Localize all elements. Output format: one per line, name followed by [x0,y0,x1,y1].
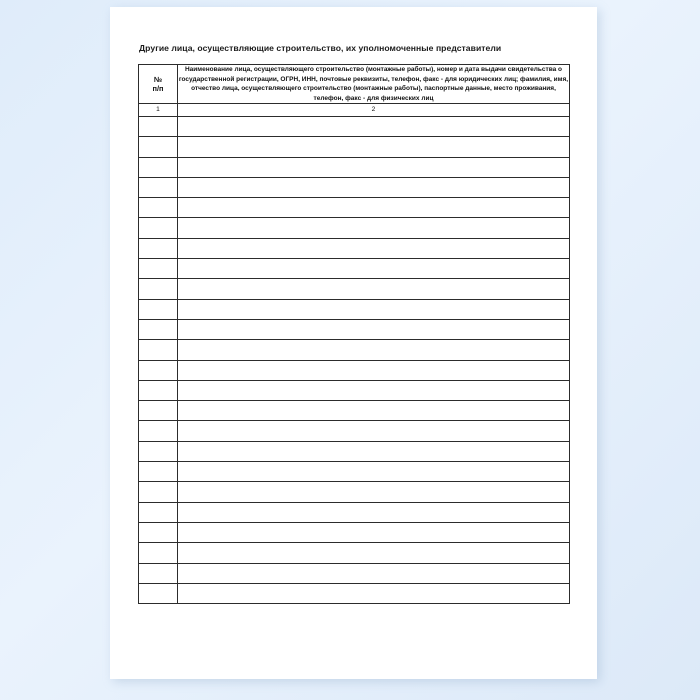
row-description-cell[interactable] [178,117,570,137]
header-cell-number [139,65,178,104]
row-description-cell[interactable] [178,238,570,258]
row-number-cell[interactable] [139,563,178,583]
header-cell-description: Наименование лица, осуществляющего строительство (монтажные работы), номер и дата выдачи свидетельства о государственной регистрации, ОГРН, ИНН, почтовые реквизиты, телефон, факс - для юридических лиц; фамилия, имя, отчество лица, осуществляющего строительство (монтажные работы), паспортные данные, место проживания, телефон, факс - для физических лиц [178,66,569,102]
row-description-cell[interactable] [178,279,570,299]
row-description-cell[interactable] [178,401,570,421]
row-number-cell[interactable] [139,238,178,258]
table-row[interactable] [139,482,570,502]
row-description-cell[interactable] [178,137,570,157]
row-number-cell[interactable] [139,279,178,299]
row-number-cell[interactable] [139,462,178,482]
table-row[interactable] [139,137,570,157]
table-row[interactable] [139,238,570,258]
row-description-cell[interactable] [178,259,570,279]
column-number-1: 1 [139,104,178,117]
row-description-cell[interactable] [178,502,570,522]
row-description-cell[interactable] [178,462,570,482]
table-row[interactable] [139,583,570,603]
column-number-2: 2 [178,104,570,117]
row-number-cell[interactable] [139,198,178,218]
row-number-cell[interactable] [139,319,178,339]
row-description-cell[interactable] [178,522,570,542]
row-description-cell[interactable] [178,198,570,218]
row-number-cell[interactable] [139,360,178,380]
table-row[interactable] [139,401,570,421]
row-number-cell[interactable] [139,441,178,461]
header-number-line1: № [153,74,163,84]
table-row[interactable] [139,441,570,461]
table-row[interactable] [139,563,570,583]
row-number-cell[interactable] [139,218,178,238]
row-description-cell[interactable] [178,299,570,319]
row-number-cell[interactable] [139,340,178,360]
row-number-cell[interactable] [139,543,178,563]
row-description-cell[interactable] [178,441,570,461]
row-description-cell[interactable] [178,157,570,177]
page-title: Другие лица, осуществляющие строительство, их уполномоченные представители [139,43,502,53]
table-row[interactable] [139,522,570,542]
row-description-cell[interactable] [178,563,570,583]
table-row[interactable] [139,340,570,360]
table-row[interactable] [139,259,570,279]
row-number-cell[interactable] [139,157,178,177]
row-number-cell[interactable] [139,177,178,197]
column-number-row [139,104,570,117]
row-description-cell[interactable] [178,421,570,441]
row-description-cell[interactable] [178,543,570,563]
table-row[interactable] [139,421,570,441]
document-page [110,7,597,679]
row-description-cell[interactable] [178,482,570,502]
row-number-cell[interactable] [139,380,178,400]
table-row[interactable] [139,157,570,177]
table-row[interactable] [139,462,570,482]
row-number-cell[interactable] [139,401,178,421]
row-number-cell[interactable] [139,421,178,441]
table-row[interactable] [139,279,570,299]
row-description-cell[interactable] [178,360,570,380]
table-row[interactable] [139,218,570,238]
row-number-cell[interactable] [139,117,178,137]
row-description-cell[interactable] [178,319,570,339]
row-description-cell[interactable] [178,218,570,238]
row-description-cell[interactable] [178,340,570,360]
row-description-cell[interactable] [178,177,570,197]
row-number-cell[interactable] [139,502,178,522]
row-number-cell[interactable] [139,522,178,542]
table-header-row [139,65,570,104]
row-number-cell[interactable] [139,482,178,502]
row-description-cell[interactable] [178,380,570,400]
table-row[interactable] [139,198,570,218]
row-description-cell[interactable] [178,583,570,603]
table-row[interactable] [139,380,570,400]
row-number-cell[interactable] [139,299,178,319]
row-number-cell[interactable] [139,583,178,603]
table-row[interactable] [139,502,570,522]
table-row[interactable] [139,319,570,339]
table-row[interactable] [139,299,570,319]
header-number-line2: п/п [152,84,164,94]
row-number-cell[interactable] [139,259,178,279]
table-row[interactable] [139,360,570,380]
row-number-cell[interactable] [139,137,178,157]
table-row[interactable] [139,543,570,563]
registration-table [138,64,570,604]
table-row[interactable] [139,117,570,137]
table-row[interactable] [139,177,570,197]
